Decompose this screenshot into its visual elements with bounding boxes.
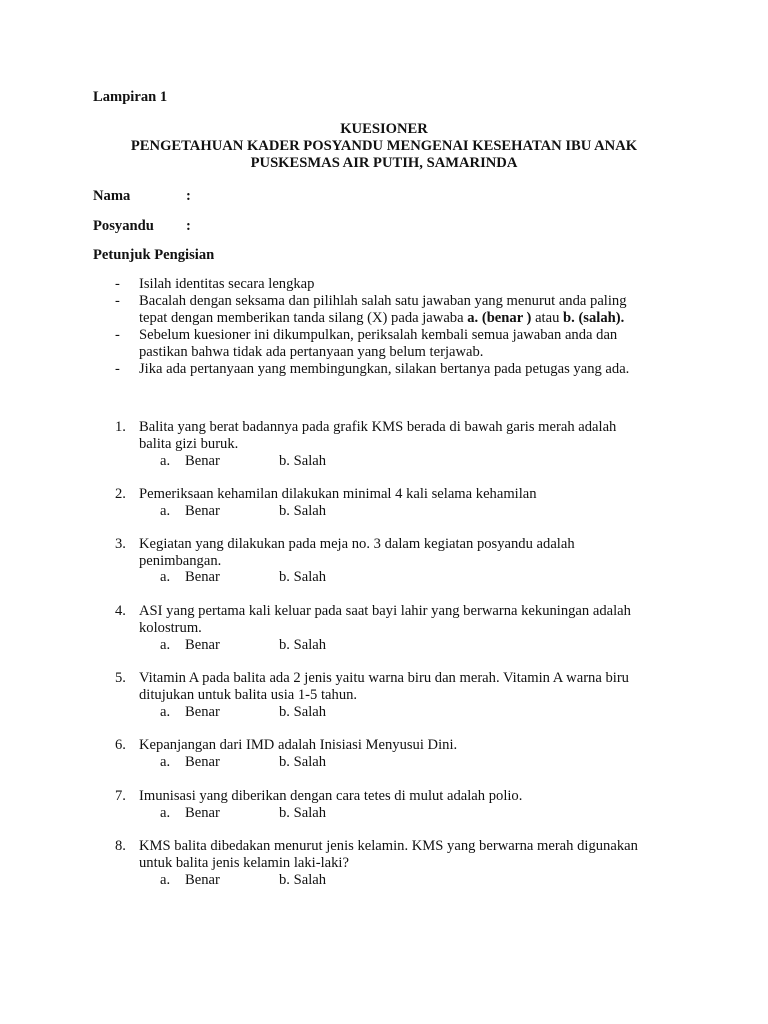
option-b: b. Salah — [279, 805, 327, 821]
instruction-item: Isilah identitas secara lengkap — [139, 276, 315, 292]
option-b: b. Salah — [279, 503, 327, 519]
name-field-colon: : — [186, 188, 191, 204]
option-a-text: Benar — [185, 503, 220, 519]
instruction-item-line: Sebelum kuesioner ini dikumpulkan, periksalah kembali semua jawaban anda dan — [139, 327, 618, 343]
instructions-heading: Petunjuk Pengisian — [93, 247, 215, 263]
question-text: Kegiatan yang dilakukan pada meja no. 3 dalam kegiatan posyandu adalah penimbangan. — [139, 536, 575, 569]
option-b: b. Salah — [279, 872, 327, 888]
question-number: 7. — [115, 788, 126, 804]
option-a-text: Benar — [185, 805, 220, 821]
doc-subtitle-line2: PUSKESMAS AIR PUTIH, SAMARINDA — [250, 155, 518, 171]
bullet-dash: - — [115, 276, 120, 292]
doc-title: KUESIONER — [340, 121, 428, 137]
instruction-item — [139, 293, 699, 327]
question-number: 3. — [115, 536, 126, 552]
question-text: Pemeriksaan kehamilan dilakukan minimal 4 kali selama kehamilan — [139, 486, 537, 502]
question-number: 4. — [115, 603, 126, 619]
option-b: b. Salah — [279, 704, 327, 720]
question-text: Kepanjangan dari IMD adalah Inisiasi Menyusui Dini. — [139, 737, 458, 753]
option-a-text: Benar — [185, 453, 220, 469]
instruction-item-line: pastikan bahwa tidak ada pertanyaan yang belum terjawab. — [139, 344, 484, 360]
question-number: 1. — [115, 419, 126, 435]
instruction-item-line: tepat dengan memberikan tanda silang (X) pada jawaba a. (benar ) atau b. (salah). — [139, 310, 625, 326]
option-a-text: Benar — [185, 637, 220, 653]
name-field-label: Nama — [93, 188, 131, 204]
question-text: Vitamin A pada balita ada 2 jenis yaitu warna biru dan merah. Vitamin A warna biru ditujukan untuk balita usia 1-5 tahun. — [139, 670, 629, 703]
bullet-dash: - — [115, 327, 120, 343]
option-a-label: a. — [160, 872, 171, 888]
question-number: 2. — [115, 486, 126, 502]
option-a-label: a. — [160, 569, 171, 585]
instruction-item: Jika ada pertanyaan yang membingungkan, silakan bertanya pada petugas yang ada. — [139, 361, 630, 377]
instruction-item — [139, 327, 699, 361]
question-text: ASI yang pertama kali keluar pada saat bayi lahir yang berwarna kekuningan adalah kolostrum. — [139, 603, 631, 636]
question-number: 6. — [115, 737, 126, 753]
option-a-text: Benar — [185, 872, 220, 888]
option-a-text: Benar — [185, 569, 220, 585]
option-a-label: a. — [160, 805, 171, 821]
option-b: b. Salah — [279, 453, 327, 469]
option-a-label: a. — [160, 637, 171, 653]
question-number: 8. — [115, 838, 126, 854]
doc-subtitle-line1: PENGETAHUAN KADER POSYANDU MENGENAI KESEHATAN IBU ANAK — [130, 138, 638, 154]
option-b: b. Salah — [279, 754, 327, 770]
option-b: b. Salah — [279, 569, 327, 585]
option-b: b. Salah — [279, 637, 327, 653]
option-a-label: a. — [160, 453, 171, 469]
posyandu-field-colon: : — [186, 218, 191, 234]
question-text: Imunisasi yang diberikan dengan cara tetes di mulut adalah polio. — [139, 788, 523, 804]
bullet-dash: - — [115, 293, 120, 309]
option-a-text: Benar — [185, 754, 220, 770]
question-text: KMS balita dibedakan menurut jenis kelamin. KMS yang berwarna merah digunakan untuk balita jenis kelamin laki-laki? — [139, 838, 638, 871]
posyandu-field-label: Posyandu — [93, 218, 154, 234]
appendix-label: Lampiran 1 — [93, 89, 168, 105]
option-a-label: a. — [160, 503, 171, 519]
question-number: 5. — [115, 670, 126, 686]
option-a-label: a. — [160, 704, 171, 720]
option-a-label: a. — [160, 754, 171, 770]
option-a-text: Benar — [185, 704, 220, 720]
bullet-dash: - — [115, 361, 120, 377]
question-text: Balita yang berat badannya pada grafik KMS berada di bawah garis merah adalah balita gizi buruk. — [139, 419, 617, 452]
instruction-item-line: Bacalah dengan seksama dan pilihlah salah satu jawaban yang menurut anda paling — [139, 293, 627, 309]
